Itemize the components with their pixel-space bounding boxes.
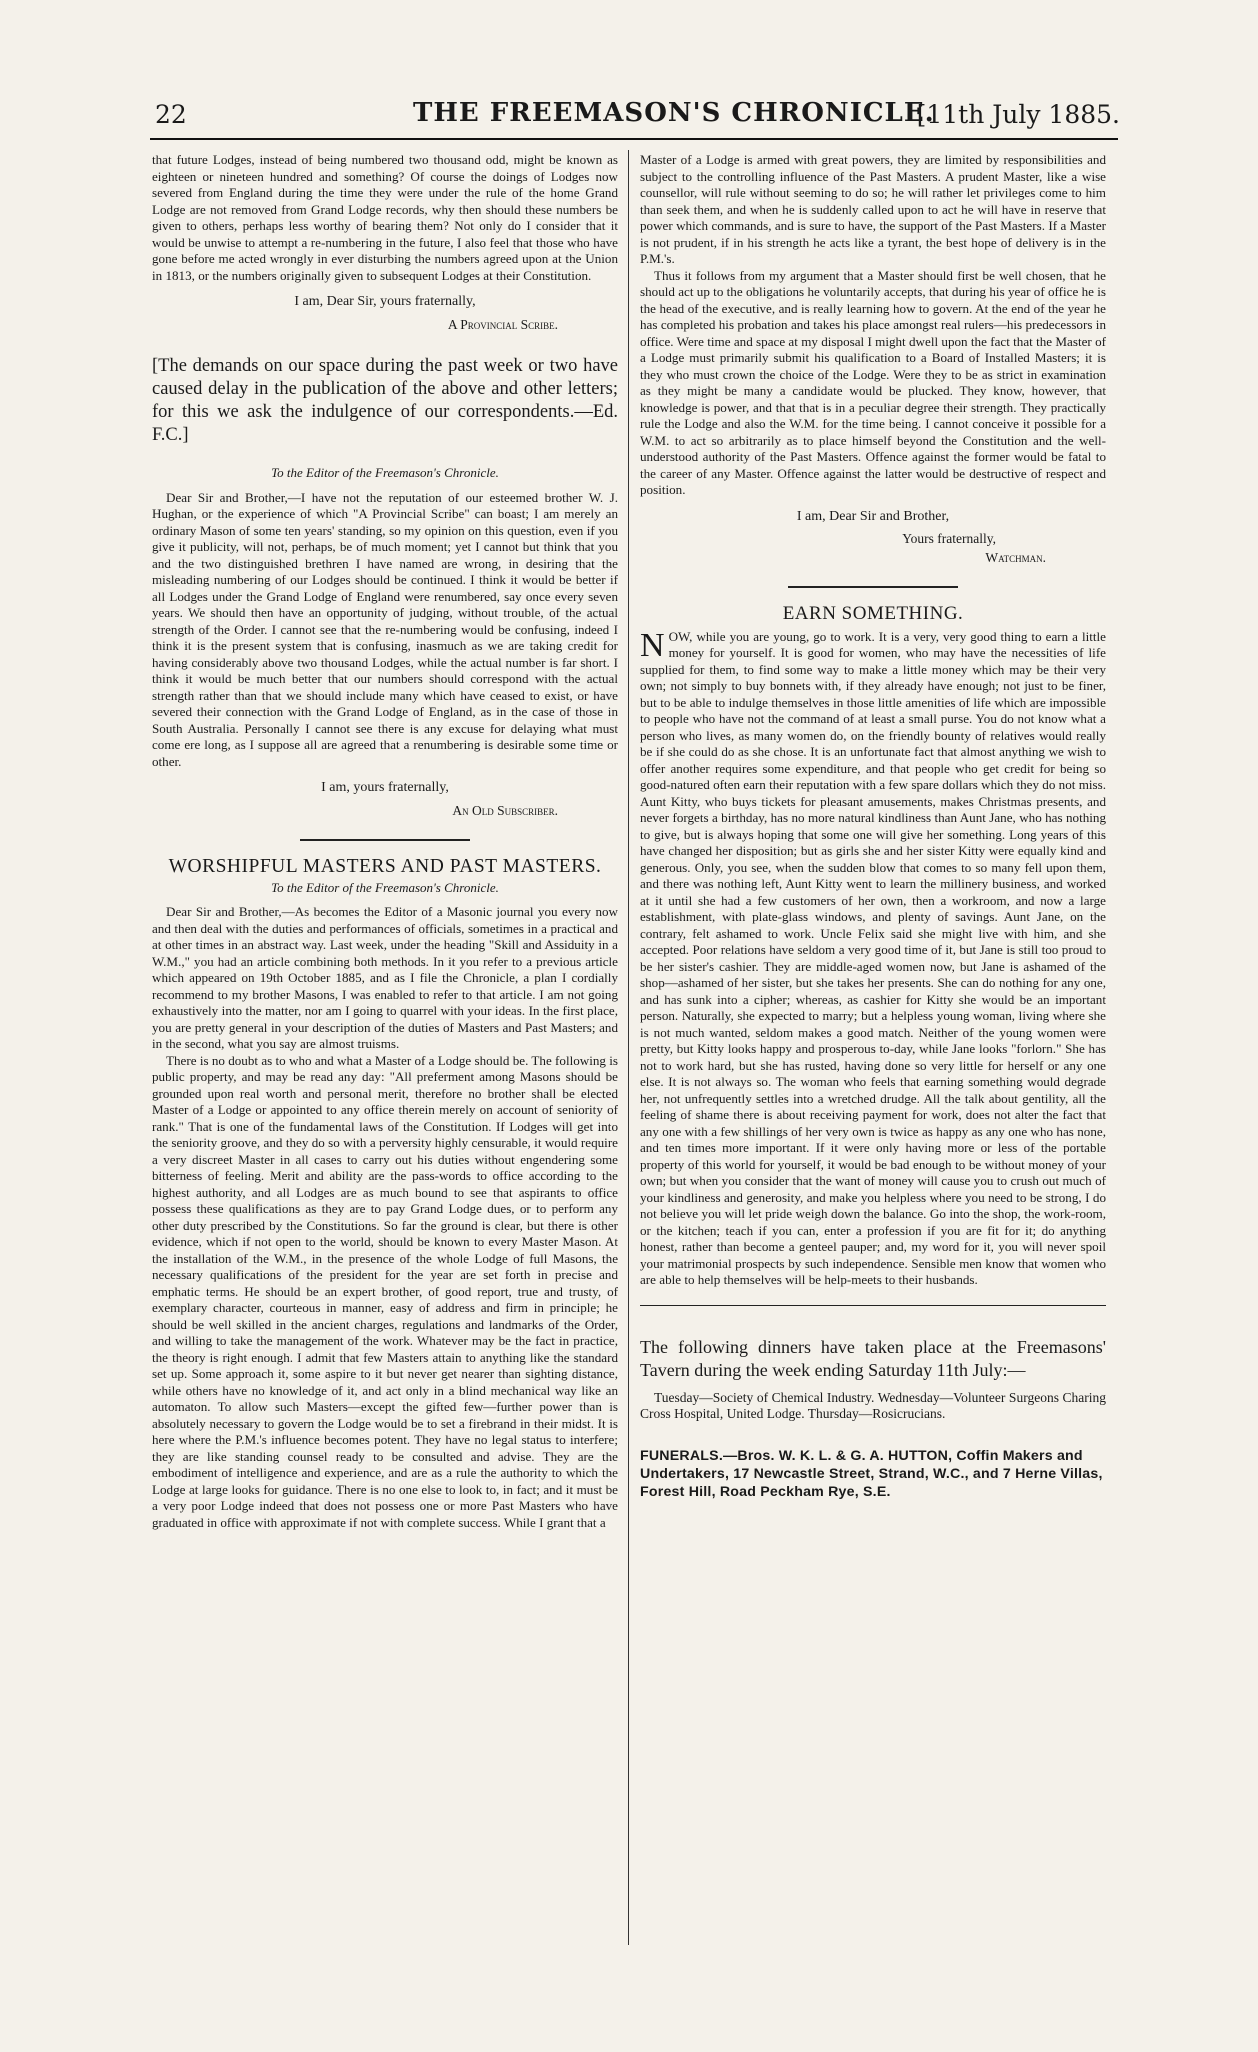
editor-address: To the Editor of the Freemason's Chronicle. — [271, 465, 499, 480]
left-column — [152, 152, 618, 1531]
signoff: I am, yours fraternally, — [321, 780, 449, 795]
letter-continuation: that future Lodges, instead of being numbered two thousand odd, might be known as eighteen or nineteen hundred and something? Of course the doings of Lodges now severed from England during the time they were under the rule of the home Grand Lodge are not removed from Grand Lodge records, why then should these numbers be given to others, perhaps less worthy of bearing them? Not only do I consider that it would be unwise to attempt a re-numbering in the future, I also feel that those who have gone before me acted wrongly in ever disturbing the numbers agreed upon at the Union in 1813, or the numbers originally given to subsequent Lodges at their Constitution. — [152, 152, 618, 283]
page-number: 22 — [155, 100, 187, 129]
section-rule — [640, 1305, 1106, 1306]
column-divider — [628, 150, 629, 1945]
section-heading: WORSHIPFUL MASTERS AND PAST MASTERS. — [168, 856, 602, 877]
drop-cap: N — [640, 626, 665, 664]
masthead-title: THE FREEMASON'S CHRONICLE. — [413, 98, 935, 128]
signoff: I am, Dear Sir, yours fraternally, — [294, 294, 476, 309]
editor-notice: [The demands on our space during the past week or two have caused delay in the publication of the above and other letters; for this we ask the indulgence of our correspondents.—Ed. F.C.] — [152, 356, 618, 445]
signoff-line: Yours fraternally, — [902, 531, 996, 546]
page-header — [145, 96, 1120, 134]
signature: Watchman. — [985, 549, 1046, 565]
letter-body: Dear Sir and Brother,—As becomes the Editor of a Masonic journal you every now and then deal with the duties and performances of officials, sometimes in a practical and at other times in an abstract way. Last week, under the heading "Skill and Assiduity in a W.M.," you had an article combining both methods. In it you refer to a previous article which appeared on 19th October 1885, and as I file the Chronicle, a plan I cordially recommend to my brother Masons, I was enabled to refer to that article. I am not going exhaustively into the matter, nor am I going to quarrel with your ideas. In the first place, you are pretty general in your description of the duties of Masters and Past Masters; and in the second, what you say are almost truisms. — [152, 904, 618, 1051]
letter-body: Dear Sir and Brother,—I have not the reputation of our esteemed brother W. J. Hughan, or the experience of which "A Provincial Scribe" can boast; I am merely an ordinary Mason of some ten years' standing, so my opinion on this question, even if you give it publicity, will not, perhaps, be of much moment; yet I cannot but think that you and the two distinguished brethren I have named are wrong, in desiring that the misleading numbering of our Lodges should be continued. I think it would be better if all Lodges under the Grand Lodge of England were renumbered, say once every seven years. We should then have an opportunity of judging, without trouble, of the actual strength of the Order. I cannot see that the re-numbering would be confusing, indeed I think it is the present system that is confusing, inasmuch as we are taking credit for having considerably above two thousand Lodges, while the actual number is far short. I think it would be much better that our numbers should correspond with the actual strength rather than that we should include many which have ceased to exist, or have severed their connection with the Grand Lodge of England, as in the case of those in South Australia. Personally I cannot see there is any excuse for delaying what must come ere long, as I suppose all are agreed that a renumbering is desirable some time or other. — [152, 489, 618, 769]
dinners-list: Tuesday—Society of Chemical Industry. Wednesday—Volunteer Surgeons Charing Cross Hospital, United Lodge. Thursday—Rosicrucians. — [640, 1389, 1106, 1421]
signature: A Provincial Scribe. — [447, 316, 558, 332]
editor-address: To the Editor of the Freemason's Chronicle. — [271, 879, 499, 895]
article-body — [640, 626, 1106, 1289]
letter-body: There is no doubt as to who and what a Master of a Lodge should be. The following is public property, and may be read any day: "All preferment among Masons should be grounded upon real worth and personal merit, therefore no brother shall be elected Master of a Lodge or appointed to any office therein merely on account of seniority of rank." That is one of the fundamental laws of the Constitution. If Lodges will get into the seniority groove, and they do so with a perversity highly censurable, it would require a very discreet Master in all cases to carry out his duties without engendering some bitterness of feeling. Merit and ability are the pass-words to office according to the highest authority, and all Lodges are as much bound to see that aspirants to office possess these qualifications as they are to pay Grand Lodge dues, or to perform any other duty prescribed by the Constitutions. So far the ground is clear, but there is other evidence, which if not open to the world, should be known to every Master Mason. At the installation of the W.M., in the presence of the whole Lodge of full Masons, the necessary qualifications of the president for the year are set forth in precise and emphatic terms. He should be an expert brother, of good report, true and trusty, of exemplary character, courteous in manner, easy of address and firm in principle; he should be well skilled in the ancient charges, regulations and landmarks of the Order, and willing to take the management of the work. Whatever may be the fact in practice, the theory is right enough. I admit that few Masters attain to anything like the standard set up. Some approach it, some aspire to it but never get nearer than sighting distance, while others have no knowledge of it, and act only in a blind mechanical way like an automaton. To allow such Masters—except the gifted few—further power than is absolutely necessary to govern the Lodge would be to set a firebrand in their midst. It is here where the P.M.'s influence becomes potent. They have no legal status to interfere; they are like standing counsel ready to be consulted and advise. They are the embodiment of intelligence and experience, and are as a rule the authority to which the Lodge at large looks for guidance. There is no one else to look to, in fact; and it must be a very poor Lodge indeed that does not possess one or more Past Masters who have graduated in office with approximate if not with complete success. While I grant that a — [152, 1052, 618, 1530]
funerals-advert: FUNERALS.—Bros. W. K. L. & G. A. HUTTON, Coffin Makers and Undertakers, 17 Newcastle Street, Strand, W.C., and 7 Herne Villas, Forest Hill, Road Peckham Rye, S.E. — [640, 1447, 1103, 1500]
header-rule — [150, 138, 1118, 140]
letter-continuation: Master of a Lodge is armed with great powers, they are limited by responsibilities and subject to the controlling influence of the Past Masters. A prudent Master, like a wise counsellor, will rule without seeming to do so; he will rather let privileges come to him than seek them, and when he is suddenly called upon to act he will have in reserve that power which commands, and is sure to have, the support of the Past Masters. If a Master is not prudent, if in his strength he acts like a tyrant, the best hope of delivery is in the P.M.'s. — [640, 152, 1106, 266]
section-heading: EARN SOMETHING. — [782, 603, 964, 624]
letter-body: Thus it follows from my argument that a Master should first be well chosen, that he should act up to the obligations he voluntarily accepts, that during his year of office he is the head of the executive, and is really learning how to govern. At the end of the year he has completed his probation and takes his place amongst real rulers—his predecessors in office. Were time and space at my disposal I might dwell upon the fact that the Master of a Lodge must primarily submit his qualification to a Board of Installed Masters; it is they who must crown the choice of the Lodge. Were they to be as strict in examination as they might be many a candidate would be plucked. They know, however, that knowledge is power, and that that is in a peculiar degree their strength. They practically rule the Lodge and also the W.M. for the time being. I cannot conceive it possible for a W.M. to act so arbitrarily as to place himself beyond the Constitution and the well-understood authority of the Past Masters. Offence against the former would be fatal to the career of any Master. Offence against the latter would be destructive of respect and position. — [640, 267, 1106, 497]
article-text: OW, while you are young, go to work. It is a very, very good thing to earn a little money for yourself. It is good for women, who may have the necessities of life supplied for them, to find some way to make a little money which may be their very own; not simply to buy bonnets with, if they already have enough; not just to be finer, but to be able to indulge themselves in those little amenities of life which are impossible to people who have not the command of at least a small purse. You do not know what a person who lives, as many women do, on the friendly bounty of relatives would really be if she could do as she chose. It is an unfortunate fact that almost anything we wish to offer another requires some expenditure, and that people who get credit for being so good-natured often earn their reputation with a few spare dollars which they do not miss. Aunt Kitty, who buys tickets for pleasant amusements, makes Christmas presents, and never forgets a birthday, has no more natural kindliness than Aunt Jane, who has nothing to give, but is always hoping that some one will give her something. Long years of this have changed her disposition; but as girls she and her sister Kitty were equally kind and generous. Only, you see, when the sudden blow that comes to so many fell upon them, and there was nothing left, Aunt Kitty went to learn the millinery business, and worked at it until she had a few customers of her own, then a workroom, and now a large establishment, with plate-glass windows, and plenty of savings. Aunt Jane, on the contrary, felt ashamed to work. Uncle Felix said she might live with him, and she accepted. Poor relations have seldom a very good time of it, but Jane is still too proud to be her sister's cashier. They are middle-aged women now, but Jane is ashamed of the shop—ashamed of her sister, but she takes her presents. She can do nothing for any one, and has sunk into a cipher; whereas, as cashier for Kitty she would be an important person. Naturally, she expected to marry; but a helpless young woman, living where she is not much wanted, seldom makes a good match. Neither of the young women were pretty, but Kitty looks happy and prosperous to-day, while Jane looks "forlorn." She has not to work hard, but she has rusted, having done so very little for herself or any one else. It is not always so. The woman who feels that earning something would degrade her, not unfrequently settles into a wretched drudge. All the talk about gentility, all the feeling of shame there is about receiving payment for work, does not alter the fact that any one with a few shillings of her very own is twice as happy as any one who has none, and ten times more important. If it were only having more or less of the portable property of this world for yourself, it would be bad enough to be without money of your own; but when you consider that the want of money will cause you to crush out much of your kindliness and generosity, and make you helpless where you need to be strong, I do not believe you will let pride weigh down the balance. Go into the shop, the work-room, or the kitchen; teach if you can, enter a profession if you are fit for it; do anything honest, rather than become a genteel pauper; and, my word for it, you will never spoil your matrimonial prospects by such independence. Sensible men know that women who are able to help themselves will be help-meets to their husbands. — [640, 628, 1106, 1287]
right-column — [640, 152, 1106, 1501]
signoff: I am, Dear Sir and Brother, — [796, 508, 950, 524]
issue-date: [11th July 1885. — [916, 100, 1120, 129]
signature: An Old Subscriber. — [452, 802, 558, 818]
dinners-intro: The following dinners have taken place at the Freemasons' Tavern during the week ending Saturday 11th July:— — [640, 1336, 1106, 1380]
section-rule — [300, 839, 470, 841]
section-rule — [788, 586, 958, 588]
